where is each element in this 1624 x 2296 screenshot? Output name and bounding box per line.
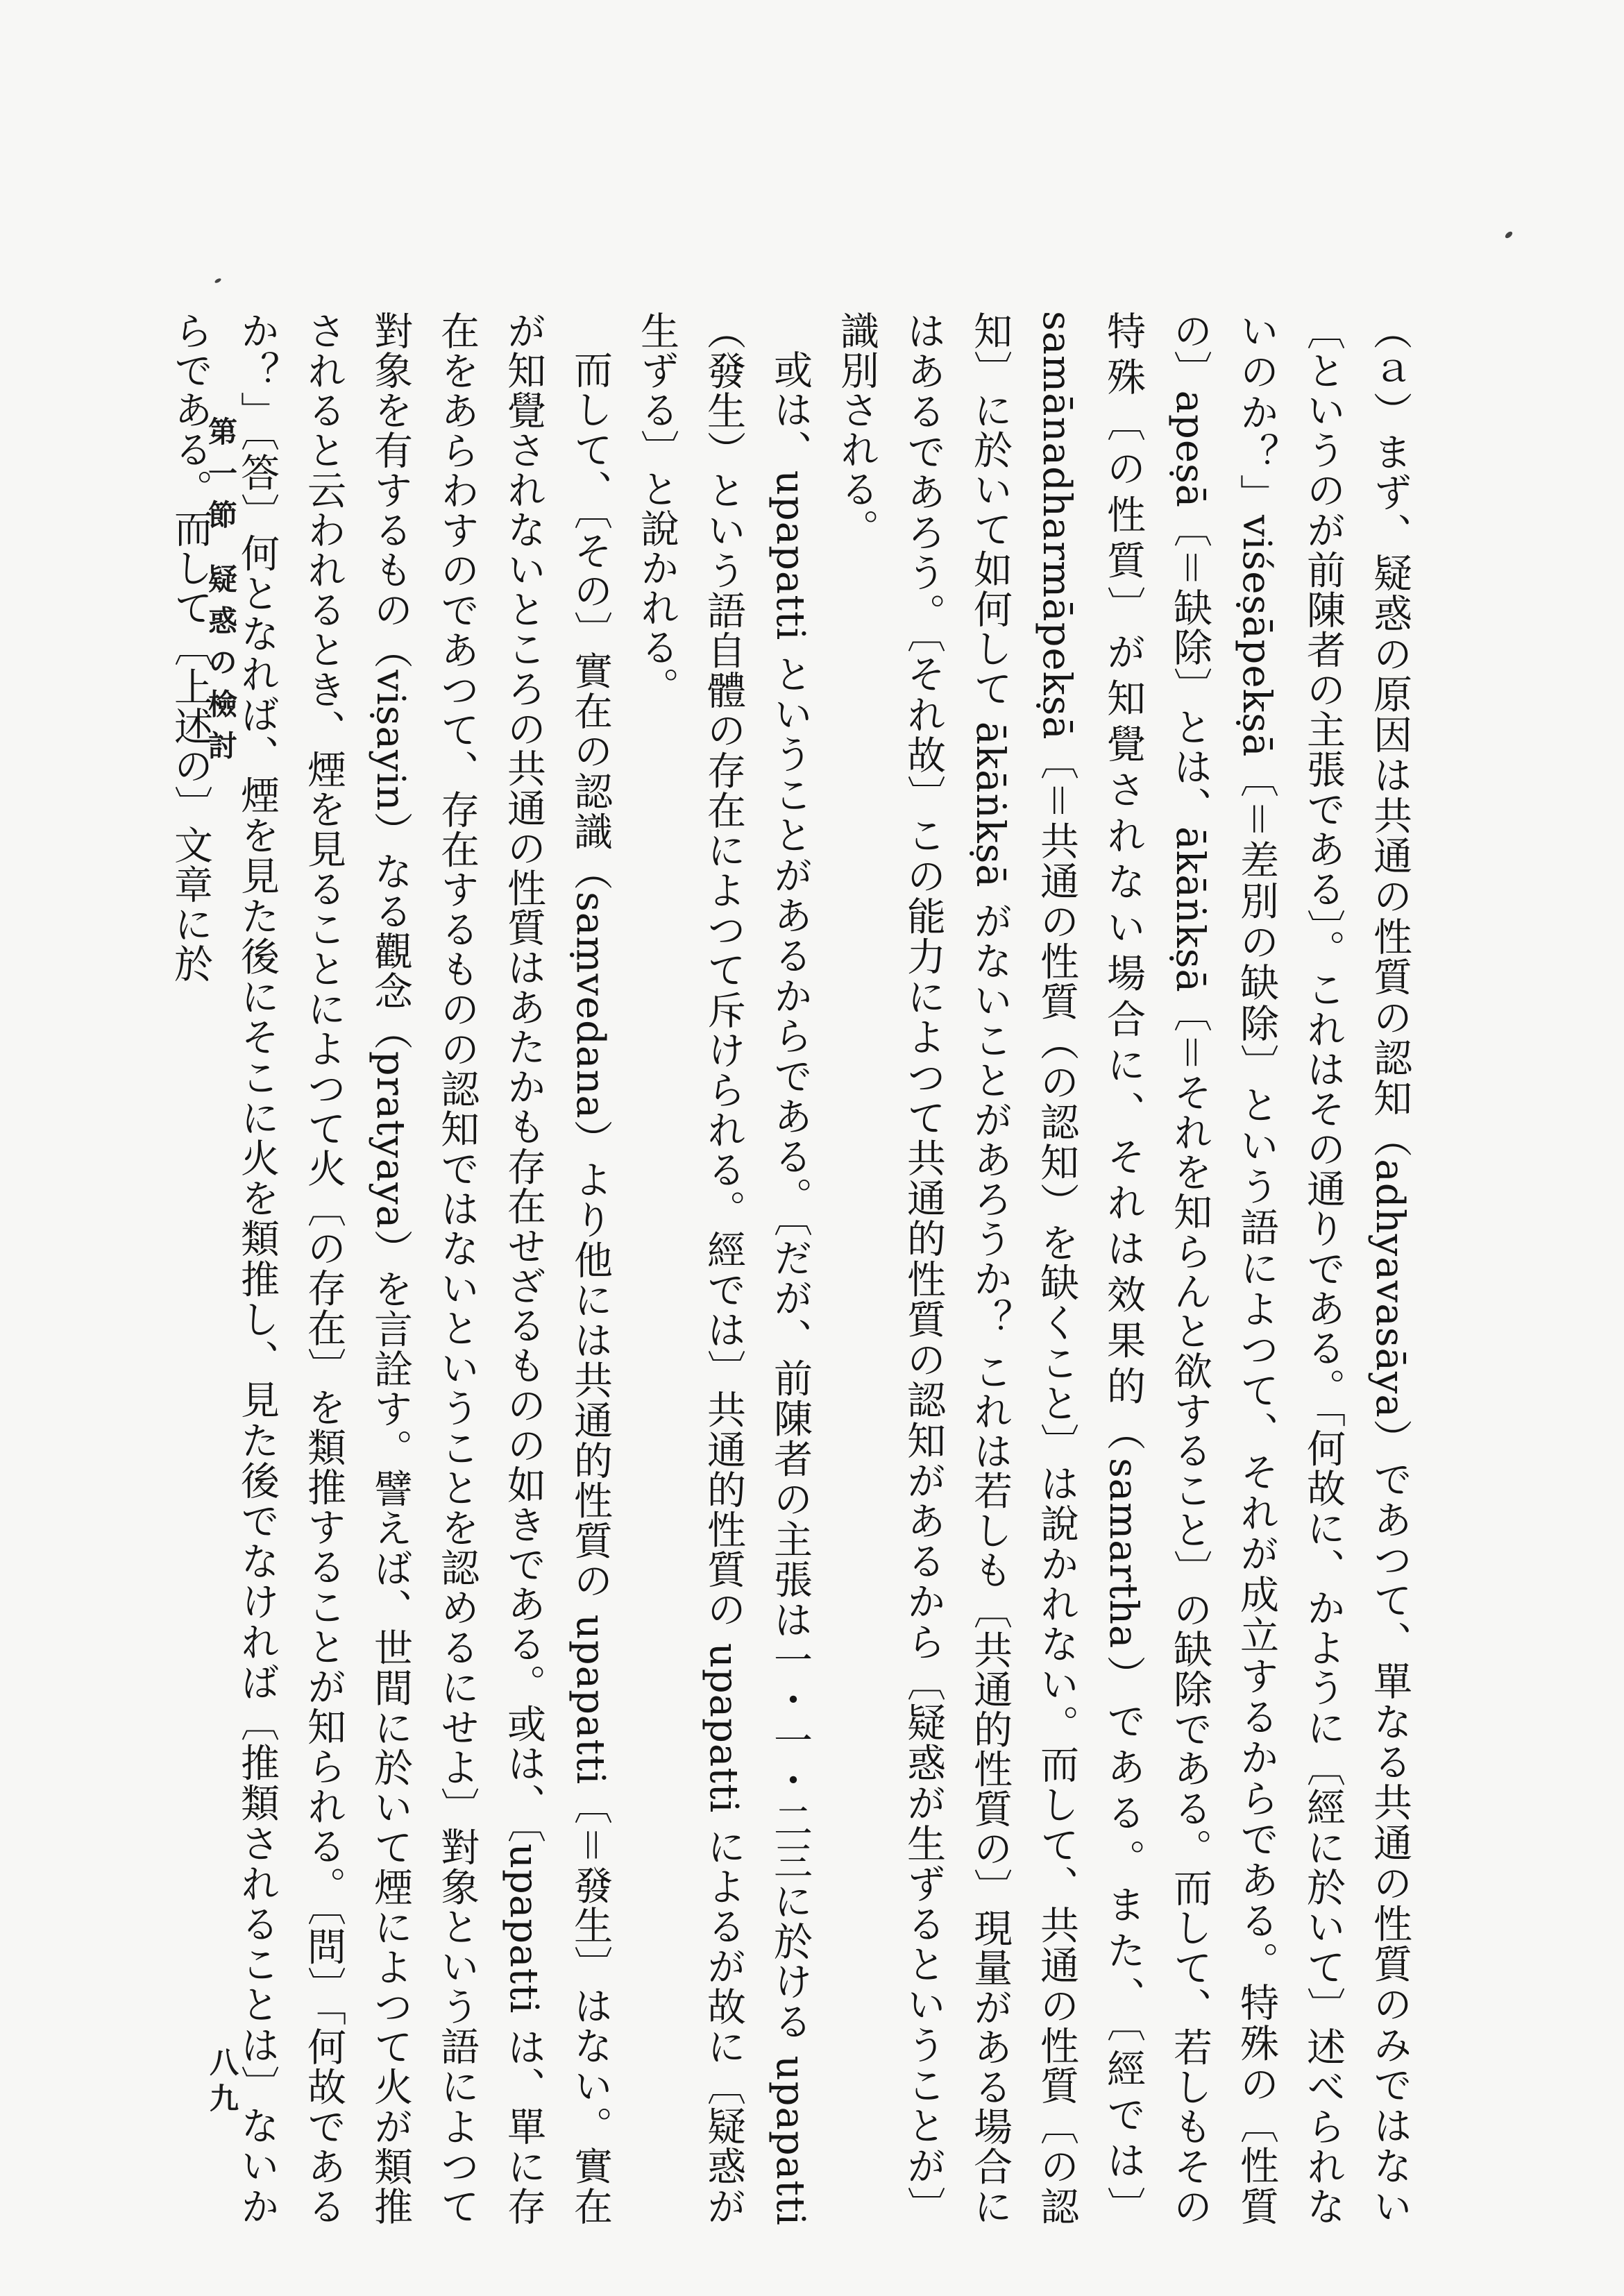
scan-mark-left bbox=[214, 278, 221, 284]
paragraph-a: （ａ）まず、疑惑の原因は共通の性質の認知（adhyavasāya）であつて、單なる共通の性質のみではない〔というのが前陳者の主張である〕。これはその通りである。「何故に、かように〔經に於いて〕述べられないのか？」viśeṣāpekṣā〔＝差別の缺除〕という語によつて、それが成立するからである。特殊の〔性質の〕apeṣā〔＝缺除〕とは、ākāṅkṣā〔＝それを知らんと欲すること〕の缺除である。而して、若しもその特殊〔の性質〕が知覺されない場合に、それは效果的（samartha）である。また、〔經では〕samānadharmāpekṣā〔＝共通の性質（の認知）を缺くこと〕は說かれない。而して、共通の性質〔の認知〕に於いて如何して ākāṅkṣā がないことがあろうか？ これは若しも〔共通的性質の〕現量がある場合にはあるであろう。〔それ故〕この能力によつて共通的性質の認知があるから〔疑惑が生ずるということが〕識別される。 bbox=[834, 311, 1412, 2227]
paragraph-upapatti: 或は、upapatti ということがあるからである。〔だが、前陳者の主張は一・一・二三に於ける upapatti（發生）という語自體の存在によつて斥けられる。經では〕共通的性質の upapatti によるが故に〔疑惑が生ずる〕と說かれる。 bbox=[634, 311, 813, 2226]
paragraph-samvedana: 而して、〔その〕實在の認識（saṃvedana）より他には共通的性質の upapatti〔＝發生〕はない。實在が知覺されないところの共通の性質はあたかも存在せざるものの如きである。或は、〔upapatti は、單に存在をあらわすのであつて、存在するものの認知ではないということを認めるにせよ〕對象という語によつて對象を有するもの（viṣayin）なる觀念（pratyaya）を言詮す。譬えば、世間に於いて煙によつて火が類推されると云われるとき、煙を見ることによつて火〔の存在〕を類推することが知られる。〔問〕「何故であるか？」〔答〕何となれば、煙を見た後にそこに火を類推し、見た後でなければ〔推類されることは〕ないからである。而して〔上述の〕文章に於 bbox=[168, 311, 613, 2226]
scan-mark-top-right bbox=[1504, 230, 1514, 239]
page-number: 八九 bbox=[205, 2047, 239, 2119]
running-head: 第一節 疑惑の檢討 bbox=[204, 416, 238, 772]
